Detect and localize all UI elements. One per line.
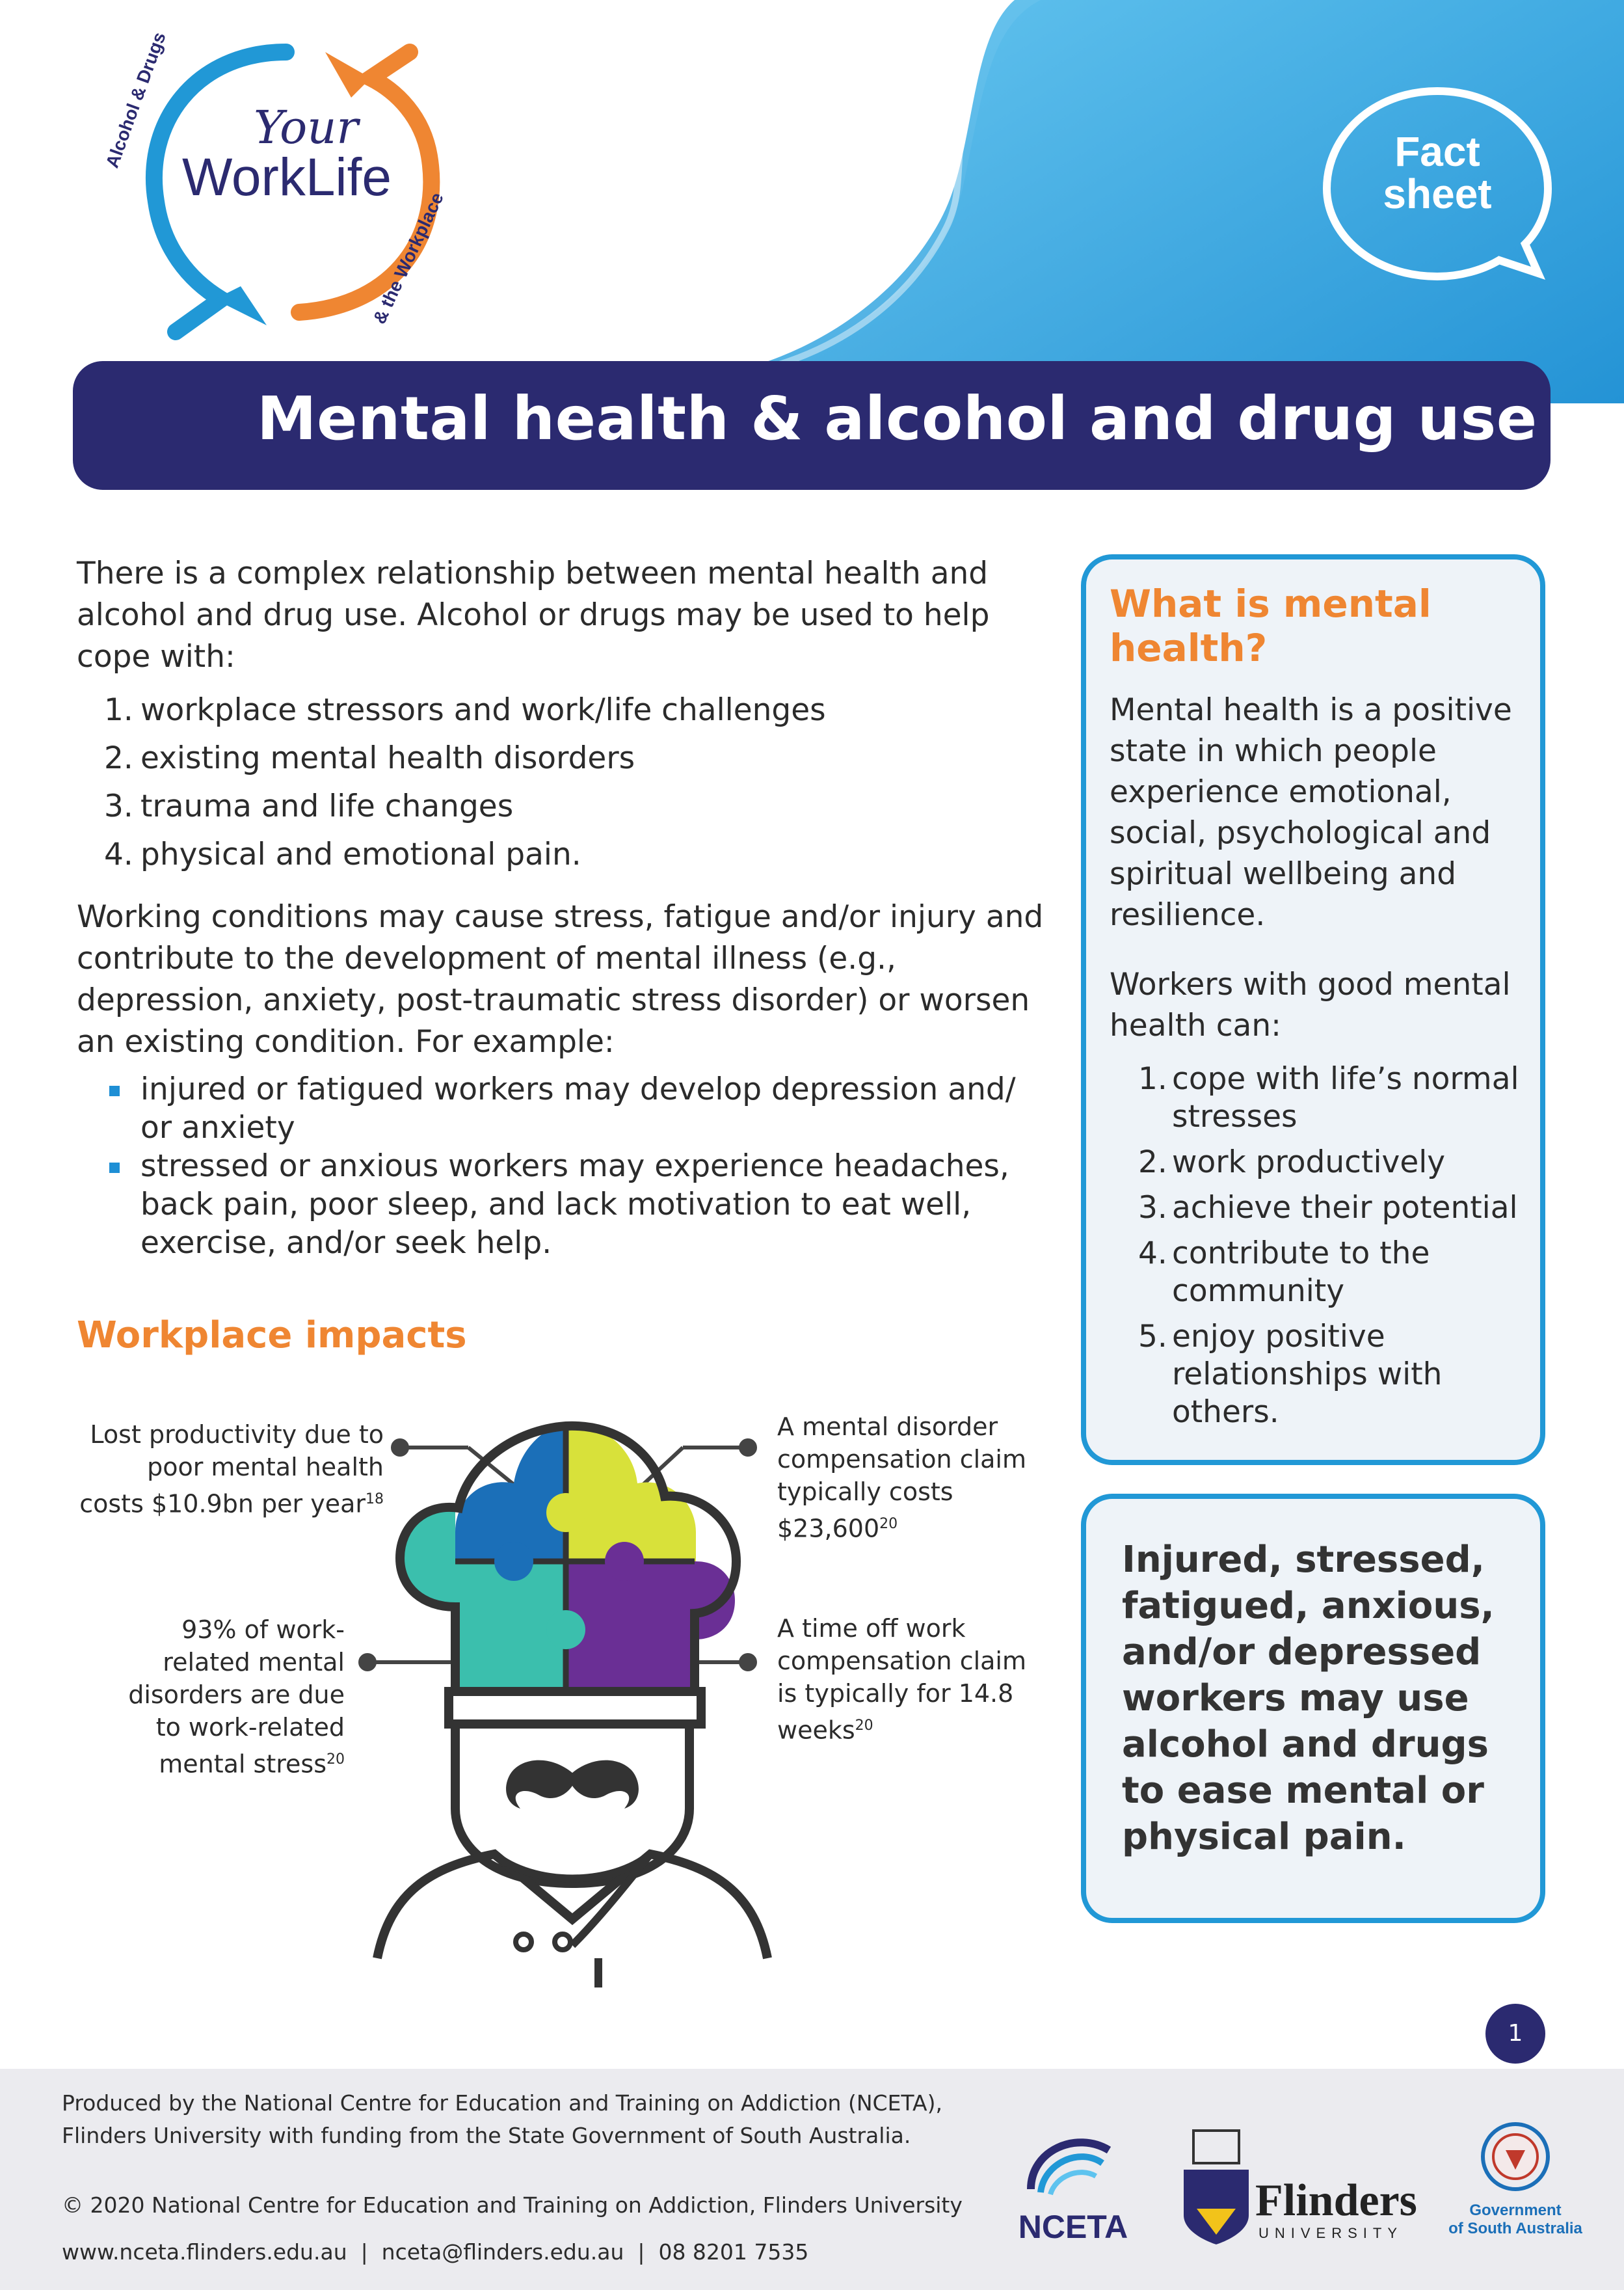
callout-lost-productivity: Lost productivity due to poor mental health costs $10.9bn per year$^{18}$ [79, 1420, 384, 1518]
list-item: injured or fatigued workers may develop depression and/ or anxiety [104, 1070, 1054, 1147]
your-worklife-logo [91, 26, 494, 351]
svg-text:Flinders: Flinders [1255, 2176, 1417, 2226]
bullet-square-icon [109, 1086, 120, 1096]
chef-puzzle-illustration [351, 1386, 1119, 1991]
footer-produced-by: Produced by the National Centre for Education and Training on Addiction (NCETA), Flinders University with funding from the State Government of South Australia. [62, 2090, 942, 2148]
sidebar-definition: Mental health is a positive state in which people experience emotional, social, psychological and spiritual wellbeing and resilience. [1110, 692, 1512, 933]
fact-sheet-badge [1314, 78, 1561, 293]
svg-text:WorkLife: WorkLife [182, 148, 392, 207]
svg-text:Alcohol & Drugs: Alcohol & Drugs [101, 29, 170, 171]
flinders-university-logo [1177, 2118, 1424, 2248]
list-item: 2. work productively [1138, 1144, 1446, 1180]
list-item: 3. trauma and life changes [104, 788, 514, 824]
callout-work-related-disorders: 93% of work-related mental disorders are due to work-related mental stress$^{20}$ [128, 1615, 345, 1779]
sidebar-list [1138, 1060, 1541, 1439]
svg-text:Government: Government [1469, 2202, 1562, 2219]
list-item: 3. achieve their potential [1138, 1190, 1518, 1226]
government-south-australia-logo [1424, 2118, 1606, 2248]
svg-text:Your: Your [254, 101, 358, 154]
svg-text:UNIVERSITY: UNIVERSITY [1258, 2225, 1404, 2241]
footer-copyright: © 2020 National Centre for Education and Training on Addiction, Flinders University [62, 2192, 963, 2218]
sidebar-workers-intro: Workers with good mental health can: [1110, 967, 1511, 1044]
list-item: 4. contribute to the community [1138, 1235, 1430, 1309]
list-item: 1. cope with life’s normal stresses [1138, 1061, 1519, 1135]
highlight-text: Injured, stressed, fatigued, anxious, and/or depressed workers may use alcohol and drugs to ease mental or physical pain. [1122, 1539, 1495, 1858]
list-item: 4. physical and emotional pain. [104, 837, 581, 872]
coping-list [104, 690, 1028, 882]
page-number: 1 [1485, 2004, 1545, 2064]
callout-time-off: A time off work compensation claim is typically for 14.8 weeks$^{20}$ [777, 1614, 1027, 1745]
list-item: 1. workplace stressors and work/life challenges [104, 692, 826, 728]
svg-text:NCETA: NCETA [1018, 2209, 1128, 2245]
svg-text:sheet: sheet [1383, 170, 1492, 217]
workplace-impacts-heading: Workplace impacts [77, 1314, 467, 1356]
nceta-logo [1005, 2118, 1141, 2248]
list-item: 5. enjoy positive relationships with others. [1138, 1319, 1443, 1430]
footer-contact: www.nceta.flinders.edu.au | nceta@flinders.edu.au | 08 8201 7535 [62, 2239, 809, 2265]
bullet-square-icon [109, 1163, 120, 1173]
callout-claim-cost: A mental disorder compensation claim typically costs $23,600$^{20}$ [777, 1412, 1027, 1543]
svg-text:& the Workplace: & the Workplace [369, 189, 447, 327]
intro-paragraph: There is a complex relationship between mental health and alcohol and drug use. Alcohol or drugs may be used to help cope with: [77, 556, 990, 675]
svg-text:of South Australia: of South Australia [1448, 2220, 1582, 2237]
example-bullets [104, 1070, 1054, 1262]
list-item: 2. existing mental health disorders [104, 740, 635, 776]
list-item: stressed or anxious workers may experience headaches, back pain, poor sleep, and lack motivation to eat well, exercise, and/or seek help. [104, 1147, 1054, 1262]
svg-text:Fact: Fact [1394, 128, 1480, 175]
conditions-paragraph: Working conditions may cause stress, fatigue and/or injury and contribute to the development of mental illness (e.g., depression, anxiety, post-traumatic stress disorder) or worsen an existing condition. For example: [77, 899, 1044, 1060]
page-title: Mental health & alcohol and drug use [257, 384, 1537, 453]
sidebar-heading: What is mental health? [1110, 582, 1431, 670]
